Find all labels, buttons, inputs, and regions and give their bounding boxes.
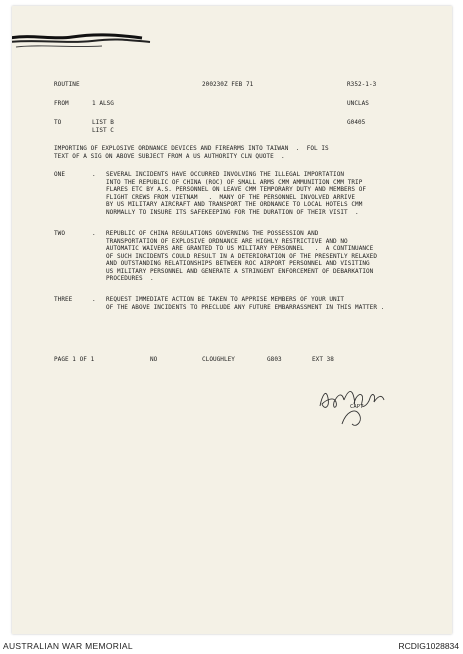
subject-line-1: IMPORTING OF EXPLOSIVE ORDNANCE DEVICES AND FIREARMS INTO TAIWAN . FOL IS [54,145,329,152]
to-value-1: LIST B [92,119,114,126]
archive-reference: RCDIG1028834 [398,641,459,651]
para-three-line: OF THE ABOVE INCIDENTS TO PRECLUDE ANY FUTURE EMBARRASSMENT IN THIS MATTER . [106,303,385,311]
signature-rank: CAPT [350,404,364,410]
serial-number: G0405 [347,119,366,126]
para-two-line: AUTOMATIC WAIVERS ARE GRANTED TO US MILITARY PERSONNEL . A CONTINUANCE [106,245,374,252]
classification: UNCLAS [347,100,369,107]
file-reference: R352-1-3 [347,81,377,88]
para-two-line: US MILITARY PERSONNEL AND GENERATE A STRINGENT ENFORCEMENT OF DEBARKATION [106,267,374,275]
extension: EXT 38 [312,356,334,363]
redaction-scribble [12,30,152,52]
precedence: ROUTINE [54,81,80,88]
para-one-line: FLIGHT CREWS FROM VIETNAM . MANY OF THE PERSONNEL INVOLVED ARRIVE [106,193,356,201]
para-one-line: BY US MILITARY AIRCRAFT AND TRANSPORT THE ORDNANCE TO LOCAL HOTELS CMM [106,201,363,208]
number-label: NO [150,356,158,363]
subject-line-2: TEXT OF A SIG ON ABOVE SUBJECT FROM A US AUTHORITY CLN QUOTE . [54,152,285,160]
para-two-line: TRANSPORTATION OF EXPLOSIVE ORDNANCE ARE HIGHLY RESTRICTIVE AND NO [106,237,348,245]
to-value-2: LIST C [92,127,114,134]
para-one-line: INTO THE REPUBLIC OF CHINA (ROC) OF SMALL ARMS CMM AMMUNITION CMM TRIP [106,178,363,186]
para-three-bullet: . [92,296,96,303]
para-one-label: ONE [54,171,65,178]
para-one-line: FLARES ETC BY A.S. PERSONNEL ON LEAVE CMM TEMPORARY DUTY AND MEMBERS OF [106,186,367,193]
para-two-line: AND OUTSTANDING RELATIONSHIPS BETWEEN ROC AIRPORT PERSONNEL AND VISITING [106,260,370,267]
date-time-group: 200230Z FEB 71 [202,81,254,88]
document-page [12,6,452,634]
originator-code: G803 [267,356,282,363]
para-two-bullet: . [92,230,96,237]
para-two-line: REPUBLIC OF CHINA REGULATIONS GOVERNING THE POSSESSION AND [106,230,319,237]
originator-name: CLOUGHLEY [202,356,235,363]
para-three-line: REQUEST IMMEDIATE ACTION BE TAKEN TO APPRISE MEMBERS OF YOUR UNIT [106,296,345,303]
para-one-bullet: . [92,171,96,178]
from-label: FROM [54,100,69,107]
para-three-label: THREE [54,296,73,303]
para-two-line: PROCEDURES . [106,275,154,282]
to-label: TO [54,119,62,126]
archive-footer [0,637,463,654]
archive-name: AUSTRALIAN WAR MEMORIAL [3,641,133,651]
para-two-label: TWO [54,230,65,237]
para-two-line: OF SUCH INCIDENTS COULD RESULT IN A DETERIORATION OF THE PRESENTLY RELAXED [106,252,378,260]
page-count: PAGE 1 OF 1 [54,356,95,363]
from-value: 1 ALSG [92,100,114,107]
para-one-line: NORMALLY TO INSURE ITS SAFEKEEPING FOR THE DURATION OF THEIR VISIT . [106,208,359,216]
para-one-line: SEVERAL INCIDENTS HAVE OCCURRED INVOLVING THE ILLEGAL IMPORTATION [106,171,345,178]
